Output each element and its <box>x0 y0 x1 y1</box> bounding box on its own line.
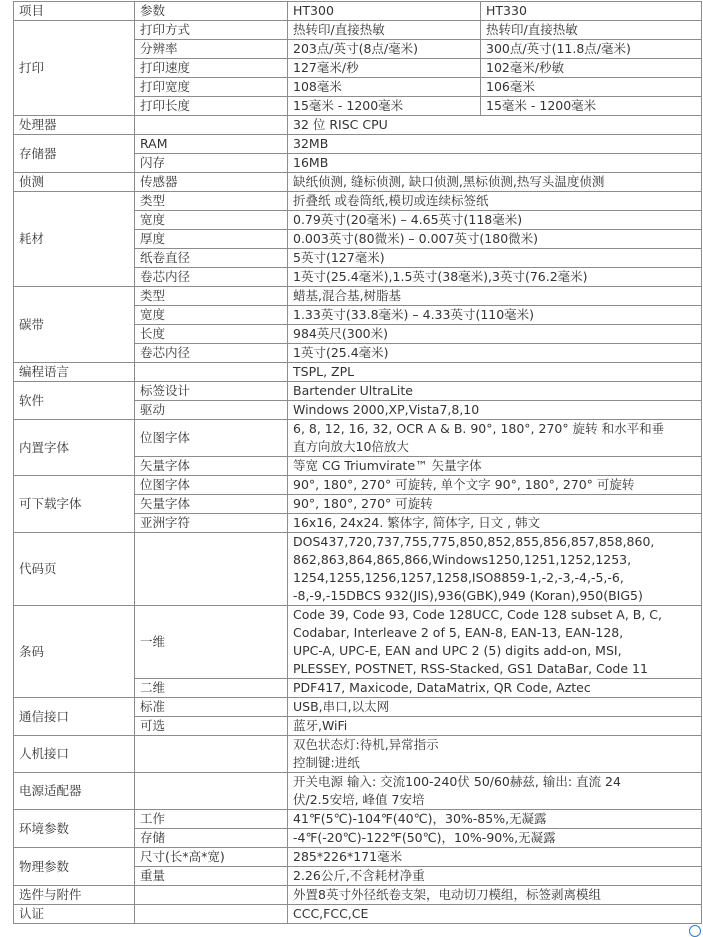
language-title: 编程语言 <box>14 363 135 382</box>
bitmap-font-line: 直方向放大10倍放大 <box>293 439 409 454</box>
power-title: 电源适配器 <box>14 773 135 810</box>
interface-title: 通信接口 <box>14 698 135 736</box>
media-param: 卷芯内径 <box>135 268 288 287</box>
software-title: 软件 <box>14 382 135 420</box>
software-row <box>14 382 702 401</box>
ram-value: 32MB <box>288 135 702 154</box>
ribbon-param: 宽度 <box>135 306 288 325</box>
physical-title: 物理参数 <box>14 848 135 886</box>
barcode-1d-line: PLESSEY, POSTNET, RSS-Stacked, GS1 DataBar, Code 11 <box>293 661 648 676</box>
barcode-2d-value: PDF417, Maxicode, DataMatrix, QR Code, Aztec <box>288 679 702 698</box>
interface-opt-label: 可选 <box>135 717 288 736</box>
header-param: 参数 <box>135 2 288 21</box>
physical-row <box>14 848 702 867</box>
barcode-1d-label: 一维 <box>135 606 288 679</box>
barcode-1d-line: Code 39, Code 93, Code 128UCC, Code 128 subset A, B, C, <box>293 607 663 622</box>
corner-circle-icon <box>689 925 701 937</box>
ribbon-value: 1英寸(25.4毫米) <box>288 344 702 363</box>
print-ht330: 热转印/直接热敏 <box>481 21 702 40</box>
print-ht300: 127毫米/秒 <box>288 59 481 78</box>
ribbon-param: 卷芯内径 <box>135 344 288 363</box>
header-item: 项目 <box>14 2 135 21</box>
environment-work-value: 41℉(5℃)-104℉(40℃)，30%-85%,无凝露 <box>288 810 702 829</box>
sensing-param: 传感器 <box>135 173 288 192</box>
power-value <box>288 773 702 810</box>
media-title: 耗材 <box>14 192 135 287</box>
header-row <box>14 2 702 21</box>
power-row <box>14 773 702 810</box>
physical-weight-value: 2.26公斤,不含耗材净重 <box>288 867 702 886</box>
certification-title: 认证 <box>14 905 135 924</box>
fonts-row <box>14 420 702 457</box>
media-value: 折叠纸 或卷筒纸,模切或连续标签纸 <box>288 192 702 211</box>
barcode-1d-line: UPC-A, UPC-E, EAN and UPC 2 (5) digits add-on, MSI, <box>293 643 622 658</box>
fonts-title: 内置字体 <box>14 420 135 476</box>
barcode-1d-line: Codabar, Interleave 2 of 5, EAN-8, EAN-13, EAN-128, <box>293 625 624 640</box>
codepage-line: -8,-9,-15DBCS 932(JIS),936(GBK),949 (Koran),950(BIG5) <box>293 588 643 603</box>
interface-std-value: USB,串口,以太网 <box>288 698 702 717</box>
environment-title: 环境参数 <box>14 810 135 848</box>
interface-opt-value: 蓝牙,WiFi <box>288 717 702 736</box>
download-fonts-value: 90°, 180°, 270° 可旋转 <box>288 495 702 514</box>
interface-row <box>14 698 702 717</box>
ribbon-value: 984英尺(300米) <box>288 325 702 344</box>
physical-size-label: 尺寸(长*高*宽) <box>135 848 288 867</box>
header-ht330: HT330 <box>481 2 702 21</box>
barcode-row <box>14 606 702 679</box>
options-row <box>14 886 702 905</box>
print-ht300: 203点/英寸(8点/毫米) <box>288 40 481 59</box>
hmi-param <box>135 736 288 773</box>
ribbon-row <box>14 287 702 306</box>
codepage-title: 代码页 <box>14 533 135 606</box>
language-value: TSPL, ZPL <box>288 363 702 382</box>
print-param: 打印宽度 <box>135 78 288 97</box>
print-param: 打印速度 <box>135 59 288 78</box>
ribbon-param: 类型 <box>135 287 288 306</box>
memory-row <box>14 135 702 154</box>
download-fonts-row <box>14 476 702 495</box>
certification-value: CCC,FCC,CE <box>288 905 702 924</box>
interface-std-label: 标准 <box>135 698 288 717</box>
hmi-line: 控制键:进纸 <box>293 755 360 770</box>
download-fonts-param: 位图字体 <box>135 476 288 495</box>
header-ht300: HT300 <box>288 2 481 21</box>
vector-font-value: 等宽 CG Triumvirate™ 矢量字体 <box>288 457 702 476</box>
language-param <box>135 363 288 382</box>
print-ht330: 102毫米/秒敏 <box>481 59 702 78</box>
media-param: 类型 <box>135 192 288 211</box>
processor-value: 32 位 RISC CPU <box>288 116 702 135</box>
environment-store-value: -4℉(-20℃)-122℉(50℃)，10%-90%,无凝露 <box>288 829 702 848</box>
media-row <box>14 192 702 211</box>
print-ht330: 300点/英寸(11.8点/毫米) <box>481 40 702 59</box>
vector-font-label: 矢量字体 <box>135 457 288 476</box>
print-ht330: 15毫米 - 1200毫米 <box>481 97 702 116</box>
sensing-title: 侦测 <box>14 173 135 192</box>
codepage-value <box>288 533 702 606</box>
media-value: 0.003英寸(80微米) – 0.007英寸(180微米) <box>288 230 702 249</box>
options-value: 外置8英寸外径纸卷支架，电动切刀模组，标签剥离模组 <box>288 886 702 905</box>
hmi-row <box>14 736 702 773</box>
barcode-title: 条码 <box>14 606 135 698</box>
hmi-line: 双色状态灯:待机,异常指示 <box>293 737 439 752</box>
flash-value: 16MB <box>288 154 702 173</box>
options-param <box>135 886 288 905</box>
media-param: 厚度 <box>135 230 288 249</box>
memory-title: 存储器 <box>14 135 135 173</box>
physical-weight-label: 重量 <box>135 867 288 886</box>
language-row <box>14 363 702 382</box>
power-line: 开关电源 输入: 交流100-240伏 50/60赫兹, 输出: 直流 24 <box>293 774 621 789</box>
hmi-value <box>288 736 702 773</box>
download-fonts-param: 矢量字体 <box>135 495 288 514</box>
media-value: 1英寸(25.4毫米),1.5英寸(38毫米),3英寸(76.2毫米) <box>288 268 702 287</box>
media-value: 0.79英寸(20毫米) – 4.65英寸(118毫米) <box>288 211 702 230</box>
software-param: 标签设计 <box>135 382 288 401</box>
codepage-param <box>135 533 288 606</box>
spec-table <box>13 1 702 924</box>
processor-param <box>135 116 288 135</box>
sensing-row <box>14 173 702 192</box>
barcode-1d-value <box>288 606 702 679</box>
software-value: Windows 2000,XP,Vista7,8,10 <box>288 401 702 420</box>
print-param: 打印长度 <box>135 97 288 116</box>
ram-label: RAM <box>135 135 288 154</box>
ribbon-title: 碳带 <box>14 287 135 363</box>
print-ht300: 热转印/直接热敏 <box>288 21 481 40</box>
sensing-value: 缺纸侦测, 缝标侦测, 缺口侦测,黑标侦测,热写头温度侦测 <box>288 173 702 192</box>
media-param: 宽度 <box>135 211 288 230</box>
environment-store-label: 存储 <box>135 829 288 848</box>
options-title: 选件与附件 <box>14 886 135 905</box>
processor-row <box>14 116 702 135</box>
codepage-line: DOS437,720,737,755,775,850,852,855,856,857,858,860, <box>293 534 655 549</box>
ribbon-value: 蜡基,混合基,树脂基 <box>288 287 702 306</box>
bitmap-font-line: 6, 8, 12, 16, 32, OCR A & B. 90°, 180°, 270° 旋转 和水平和垂 <box>293 421 665 436</box>
print-ht300: 108毫米 <box>288 78 481 97</box>
certification-param <box>135 905 288 924</box>
bitmap-font-label: 位图字体 <box>135 420 288 457</box>
ribbon-param: 长度 <box>135 325 288 344</box>
software-param: 驱动 <box>135 401 288 420</box>
environment-work-label: 工作 <box>135 810 288 829</box>
print-ht330: 106毫米 <box>481 78 702 97</box>
download-fonts-value: 90°, 180°, 270° 可旋转, 单个文字 90°, 180°, 270° 可旋转 <box>288 476 702 495</box>
environment-row <box>14 810 702 829</box>
print-param: 分辨率 <box>135 40 288 59</box>
codepage-line: 1254,1255,1256,1257,1258,ISO8859-1,-2,-3,-4,-5,-6, <box>293 570 624 585</box>
codepage-line: 862,863,864,865,866,Windows1250,1251,1252,1253, <box>293 552 632 567</box>
print-param: 打印方式 <box>135 21 288 40</box>
barcode-2d-label: 二维 <box>135 679 288 698</box>
print-title: 打印 <box>14 21 135 116</box>
power-param <box>135 773 288 810</box>
download-fonts-title: 可下载字体 <box>14 476 135 533</box>
media-param: 纸卷直径 <box>135 249 288 268</box>
print-row <box>14 21 702 40</box>
physical-size-value: 285*226*171毫米 <box>288 848 702 867</box>
processor-title: 处理器 <box>14 116 135 135</box>
flash-label: 闪存 <box>135 154 288 173</box>
download-fonts-param: 亚洲字符 <box>135 514 288 533</box>
codepage-row <box>14 533 702 606</box>
media-value: 5英寸(127毫米) <box>288 249 702 268</box>
hmi-title: 人机接口 <box>14 736 135 773</box>
print-ht300: 15毫米 - 1200毫米 <box>288 97 481 116</box>
bitmap-font-value <box>288 420 702 457</box>
software-value: Bartender UltraLite <box>288 382 702 401</box>
certification-row <box>14 905 702 924</box>
power-line: 伏/2.5安培, 峰值 7安培 <box>293 792 425 807</box>
ribbon-value: 1.33英寸(33.8毫米) – 4.33英寸(110毫米) <box>288 306 702 325</box>
download-fonts-value: 16x16, 24x24. 繁体字, 简体字, 日文 , 韩文 <box>288 514 702 533</box>
